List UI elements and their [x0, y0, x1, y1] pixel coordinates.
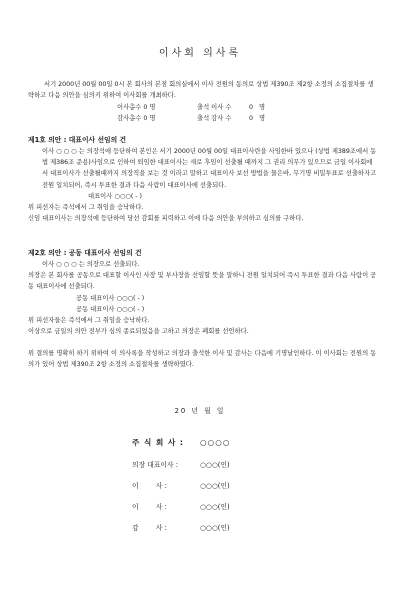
- signature-row-chair: [132, 453, 332, 474]
- agenda-2-elected-2: 공동 대표이사 ○○○( - ): [76, 305, 145, 313]
- document-title: 이사회 의사록: [158, 48, 242, 59]
- signature-name: ○○○(인): [200, 523, 230, 532]
- attendance-present-label: 출석 감사 수: [197, 115, 232, 122]
- agenda-1-note-accept: 위 피선자는 즉석에서 그 취임을 승낙하다.: [28, 204, 144, 212]
- signature-row-director-2: [132, 495, 332, 516]
- agenda-2-note-accept: 위 피선자들은 즉석에서 그 취임을 승낙하다.: [28, 317, 150, 325]
- agenda-1-heading: 제1호 의안 : 대표이사 선임의 건: [28, 136, 127, 144]
- attendance-present-label: 출석 이사 수: [197, 104, 232, 111]
- attendance-present-value: 0: [248, 115, 253, 122]
- attendance-row-directors: [117, 102, 337, 113]
- document-date: 20 년 월 일: [174, 407, 226, 415]
- signature-label: 이 사 :: [132, 502, 167, 511]
- signature-label: 감 사 :: [132, 523, 167, 532]
- attendance-unit: 명: [259, 104, 266, 111]
- signature-row-auditor: [132, 516, 332, 537]
- attendance-unit: 명: [259, 115, 266, 122]
- attendance-table: [117, 102, 337, 124]
- signature-row-company: [132, 432, 332, 453]
- intro-paragraph: 서기 2000년 00월 00일 0시 본 회사의 본점 회의실에서 이사 전원의 동의로 상법 제390조 제2항 소정의 소집절차를 생략하고 다음 의안을 심의키 위하여 이사회를 개최하다.: [28, 81, 374, 100]
- agenda-1-note-next: 신임 대표이사는 의장석에 등단하여 당선 감회를 피력하고 이에 다음 의안을 부의하고 심의를 구하다.: [28, 215, 304, 223]
- agenda-1-body: 이사 ○ ○ ○ 는 의장석에 등단하여 본인은 서기 2000년 00월 00일 대표이사란을 사임한바 있으나 (상법 제389조에서 동법 제386조 준용)사임으로 인하여 퇴임한 대표이사는 새로 후임이 선출될 때까지 그 권리 의무가 있으므로 금일 이사회에서 대표이사가 선출될때까지 의장직을 보는 것 이라고 말하고 대표이사 보선 방법을 물은바, 무기명 비밀투표로 선출하자고 전원 일치되어, 즉시 투표한 결과 다음 사람이 대표이사에 선출되다.: [42, 148, 377, 189]
- agenda-1-section: [28, 134, 378, 224]
- signature-label: 주 식 회 사 :: [132, 438, 184, 447]
- signature-name: ○○○(인): [200, 481, 230, 490]
- signature-block: [132, 432, 332, 537]
- agenda-2-section: [28, 247, 378, 337]
- signature-name: ○○○(인): [200, 460, 230, 469]
- agenda-2-note-close: 이상으로 금일의 의안 전부가 심의 종료되었음을 고하고 의장은 폐회를 선언하다.: [28, 328, 249, 336]
- signature-label: 이 사 :: [132, 481, 167, 490]
- agenda-2-body: 의장은 본 회사를 공동으로 대표할 이사인 사장 및 부사장을 선임할 뜻을 말하니 전원 일치되어 즉시 투표한 결과 다음 사람이 공동 대표이사에 선출되다.: [28, 272, 377, 291]
- agenda-2-heading: 제2호 의안 : 공동 대표이사 선임의 건: [28, 249, 142, 257]
- signature-label: 의장 대표이사 :: [132, 460, 179, 469]
- agenda-1-elected: 대표이사 ○○○( - ): [88, 192, 143, 200]
- agenda-2-chair: 이사 ○ ○ ○ 는 의장으로 선출되다.: [42, 261, 140, 268]
- attendance-total-label: 감사총수 0 명: [117, 115, 156, 122]
- closing-paragraph: 위 결의를 명확히 하기 위하여 이 의사록을 작성하고 의장과 출석한 이사 및 감사는 다음에 기명날인하다. 이 이사회는 전원의 동의가 있어 상법 제390조 2항 소정의 소집절차를 생략하였다.: [28, 350, 377, 369]
- signature-row-director-1: [132, 474, 332, 495]
- attendance-total-label: 이사총수 0 명: [117, 104, 156, 111]
- agenda-2-elected-1: 공동 대표이사 ○○○( - ): [76, 294, 145, 302]
- signature-name: ○○○○: [200, 438, 231, 447]
- attendance-row-auditors: [117, 113, 337, 124]
- attendance-present-value: 0: [248, 104, 253, 111]
- signature-name: ○○○(인): [200, 502, 230, 511]
